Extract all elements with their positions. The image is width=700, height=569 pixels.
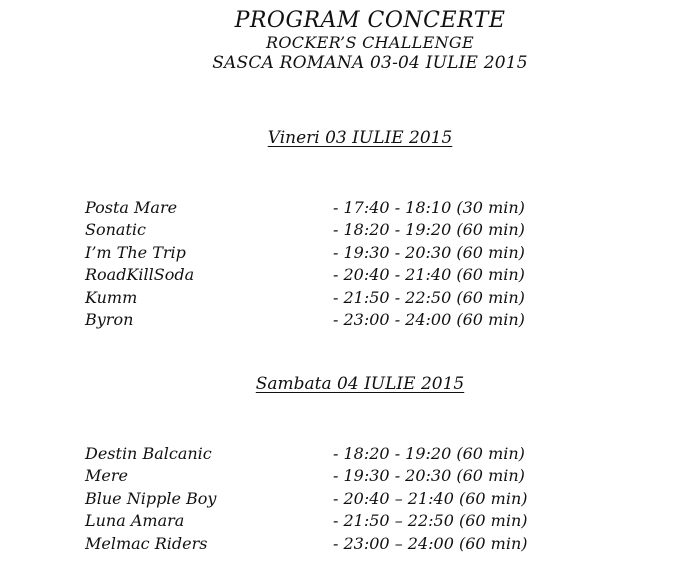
time-slot: - 18:20 - 19:20 (60 min)	[333, 220, 525, 240]
time-slot: - 23:00 - 24:00 (60 min)	[333, 310, 525, 330]
schedule-row	[85, 241, 605, 264]
schedule-row	[85, 532, 605, 555]
time-slot: - 21:50 – 22:50 (60 min)	[333, 511, 528, 531]
schedule-saturday	[85, 442, 605, 555]
day-heading-friday	[0, 127, 700, 149]
day-heading-saturday	[0, 373, 700, 395]
event-name: ROCKER’S CHALLENGE	[266, 33, 474, 52]
band-name: Luna Amara	[85, 511, 185, 531]
time-slot: - 20:40 - 21:40 (60 min)	[333, 265, 525, 285]
time-slot: - 17:40 - 18:10 (30 min)	[333, 197, 525, 217]
day-heading-label: Sambata 04 IULIE 2015	[255, 374, 465, 394]
document-header	[0, 8, 700, 73]
page-title: PROGRAM CONCERTE	[234, 8, 506, 33]
time-slot: - 23:00 – 24:00 (60 min)	[333, 533, 528, 553]
schedule-row	[85, 264, 605, 287]
schedule-row	[85, 196, 605, 219]
time-slot: - 18:20 - 19:20 (60 min)	[333, 443, 525, 463]
time-slot: - 19:30 - 20:30 (60 min)	[333, 242, 525, 262]
band-name: Sonatic	[85, 220, 146, 240]
schedule-row	[85, 219, 605, 242]
schedule-row	[85, 286, 605, 309]
day-heading-label: Vineri 03 IULIE 2015	[267, 128, 453, 148]
schedule-friday	[85, 196, 605, 331]
event-location-date: SASCA ROMANA 03-04 IULIE 2015	[212, 53, 528, 73]
schedule-row	[85, 487, 605, 510]
band-name: Melmac Riders	[85, 533, 208, 553]
time-slot: - 19:30 - 20:30 (60 min)	[333, 466, 525, 486]
band-name: RoadKillSoda	[85, 265, 195, 285]
band-name: Posta Mare	[85, 197, 178, 217]
band-name: Destin Balcanic	[85, 443, 212, 463]
band-name: Blue Nipple Boy	[85, 488, 217, 508]
band-name: Byron	[85, 310, 134, 330]
band-name: Mere	[85, 466, 128, 486]
schedule-row	[85, 465, 605, 488]
band-name: I’m The Trip	[85, 242, 186, 262]
schedule-row	[85, 442, 605, 465]
time-slot: - 21:50 - 22:50 (60 min)	[333, 287, 525, 307]
schedule-row	[85, 510, 605, 533]
time-slot: - 20:40 – 21:40 (60 min)	[333, 488, 528, 508]
schedule-row	[85, 309, 605, 332]
band-name: Kumm	[85, 287, 138, 307]
